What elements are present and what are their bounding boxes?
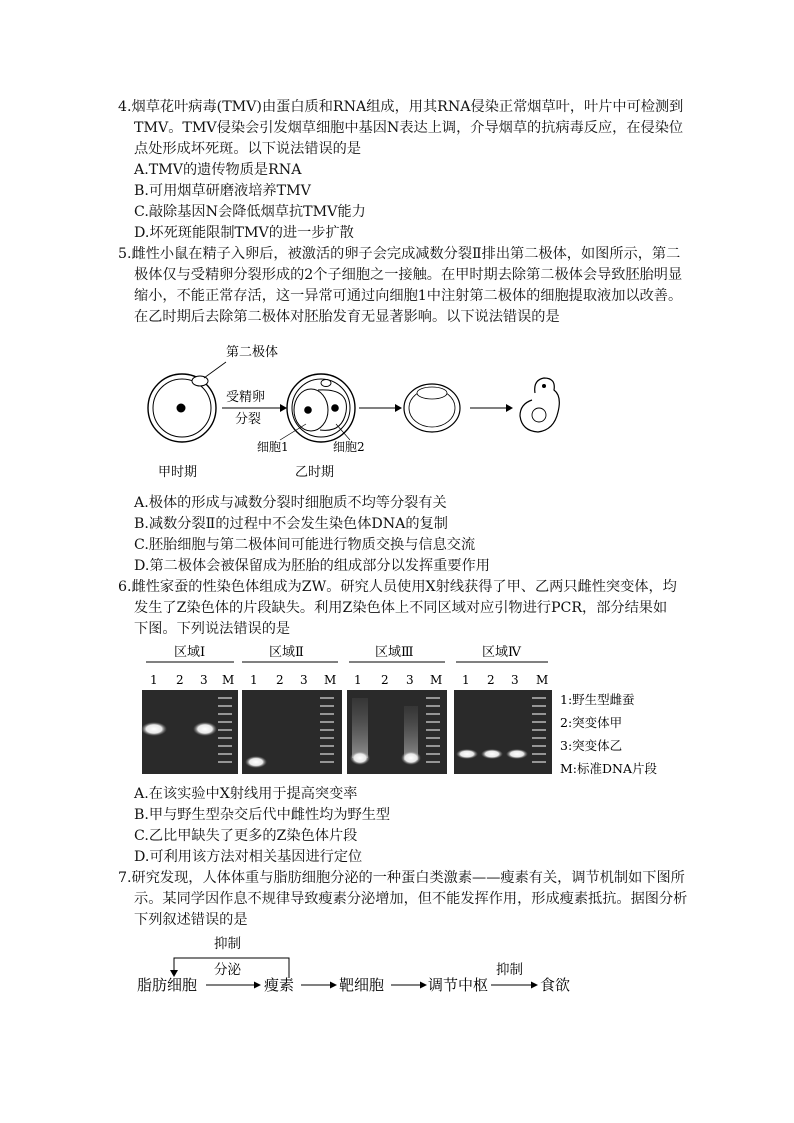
inhibit-right-label: 抑制 (496, 962, 523, 978)
band-r1-lane3 (193, 722, 217, 736)
region-1-lane-labels (150, 673, 234, 687)
fetus-drawing (520, 378, 559, 432)
q6-line-1: 6.雌性家蚕的性染色体组成为ZW。研究人员使用X射线获得了甲、乙两只雌性突变体，均 (118, 579, 677, 595)
band-r3-lane1 (350, 751, 370, 765)
r3-lane-1: 1 (354, 673, 362, 687)
center-to-appetite-arrowhead (531, 982, 538, 989)
q5-option-b[interactable]: B.减数分裂Ⅱ的过程中不会发生染色体DNA的复制 (134, 516, 448, 532)
legend-2: 2:突变体甲 (560, 715, 623, 730)
polar-body-leader-line (204, 362, 226, 378)
q5-option-a[interactable]: A.极体的形成与减数分裂时细胞质不均等分裂有关 (134, 495, 447, 511)
r1-lane-2: 2 (176, 673, 184, 687)
q4-line-2: TMV。TMV侵染会引发烟草细胞中基因N表达上调，介导烟草的抗病毒反应，在侵染位 (134, 120, 684, 136)
region-3-label: 区域Ⅲ (375, 645, 414, 660)
band-r4-lane3 (506, 749, 528, 759)
division-label: 分裂 (235, 412, 262, 427)
q6-line-3: 下图。下列说法错误的是 (134, 621, 291, 637)
r2-lane-m: M (324, 673, 337, 687)
embryo-diagram (140, 338, 580, 480)
r4-lane-2: 2 (487, 673, 495, 687)
development-arrowhead-1 (395, 404, 402, 412)
q4-option-a[interactable]: A.TMV的遗传物质是RNA (134, 162, 302, 178)
r1-lane-3: 3 (200, 673, 208, 687)
band-r3-lane3 (401, 751, 421, 765)
stage-b-label: 乙时期 (295, 465, 335, 480)
question-7 (118, 868, 688, 931)
cell2-label: 细胞2 (333, 440, 365, 454)
development-arrowhead-2 (506, 404, 513, 412)
leptin-to-target-arrowhead (330, 982, 337, 989)
polar-body-label: 第二极体 (226, 345, 279, 360)
r3-lane-3: 3 (406, 673, 414, 687)
q6-option-a[interactable]: A.在该实验中X射线用于提高突变率 (134, 786, 358, 802)
gel-legend (560, 692, 657, 776)
q5-line-4: 在乙时期后去除第二极体对胚胎发育无显著影响。以下说法错误的是 (134, 309, 560, 325)
stage-b-embryo (287, 374, 355, 442)
q6-line-2: 发生了Z染色体的片段缺失。利用Z染色体上不同区域对应引物进行PCR，部分结果如 (134, 600, 668, 616)
pcr-gel-figure (138, 640, 678, 780)
regulation-center-node: 调节中枢 (428, 976, 489, 994)
r4-lane-1: 1 (462, 673, 470, 687)
leptin-node: 瘦素 (264, 976, 295, 994)
legend-3: 3:突变体乙 (560, 738, 623, 753)
r2-lane-1: 1 (250, 673, 258, 687)
region-1-label: 区域Ⅰ (174, 645, 206, 660)
cell1-label: 细胞1 (257, 440, 289, 454)
target-cell-node: 靶细胞 (339, 976, 385, 994)
r4-lane-3: 3 (511, 673, 519, 687)
secrete-label: 分泌 (214, 962, 241, 978)
q5-line-3: 缩小，不能正常存活，这一异常可通过向细胞1中注射第二极体的细胞提取液加以改善。 (134, 288, 683, 304)
legend-m: M:标准DNA片段 (560, 761, 657, 776)
fertilized-egg-label: 受精卵 (226, 390, 266, 405)
region-4-label: 区域Ⅳ (482, 645, 521, 660)
q4-line-3: 点处形成坏死斑。以下说法错误的是 (134, 141, 362, 157)
band-r4-lane2 (481, 749, 503, 759)
division-arrowhead (280, 404, 287, 412)
r3-lane-m: M (430, 673, 443, 687)
r1-lane-1: 1 (150, 673, 158, 687)
region-2-label: 区域Ⅱ (269, 645, 304, 660)
q4-option-d[interactable]: D.坏死斑能限制TMV的进一步扩散 (134, 225, 354, 241)
q5-line-2: 极体仅与受精卵分裂形成的2个子细胞之一接触。在甲时期去除第二极体会导致胚胎明显 (134, 267, 683, 283)
q5-option-d[interactable]: D.第二极体会被保留成为胚胎的组成部分以发挥重要作用 (134, 558, 490, 574)
smear-r3-lane1 (352, 698, 368, 758)
q6-option-d[interactable]: D.可利用该方法对相关基因进行定位 (134, 849, 363, 865)
q7-line-1: 7.研究发现，人体体重与脂肪细胞分泌的一种蛋白类激素——瘦素有关，调节机制如下图所 (118, 870, 685, 886)
question-6 (118, 577, 688, 640)
q5-option-c[interactable]: C.胚胎细胞与第二极体间可能进行物质交换与信息交流 (134, 537, 476, 553)
q6-option-c[interactable]: C.乙比甲缺失了更多的Z染色体片段 (134, 828, 358, 844)
appetite-node: 食欲 (540, 976, 571, 994)
band-r2-lane1 (245, 756, 267, 768)
blastocyst (404, 384, 460, 432)
secrete-arrowhead (254, 982, 261, 989)
band-r1-lane1 (141, 722, 167, 736)
question-5 (118, 244, 688, 328)
q6-option-b[interactable]: B.甲与野生型杂交后代中雌性均为野生型 (134, 807, 391, 823)
inhibit-top-label: 抑制 (214, 936, 241, 952)
legend-1: 1:野生型雌蚕 (560, 692, 635, 707)
r1-lane-m: M (222, 673, 235, 687)
q5-line-1: 5.雌性小鼠在精子入卵后，被激活的卵子会完成减数分裂Ⅱ排出第二极体，如图所示，第二 (118, 246, 681, 262)
region-2-lane-labels (250, 673, 336, 687)
region-4-lane-labels (462, 673, 548, 687)
question-4 (118, 97, 688, 160)
q4-option-c[interactable]: C.敲除基因N会降低烟草抗TMV能力 (134, 204, 366, 220)
fat-cell-node: 脂肪细胞 (137, 976, 198, 994)
leptin-flow-diagram (134, 934, 574, 998)
target-to-center-arrowhead (420, 982, 427, 989)
region-3-lane-labels (354, 673, 442, 687)
q7-line-2: 示。某同学因作息不规律导致瘦素分泌增加，但不能发挥作用，形成瘦素抵抗。据图分析 (134, 891, 688, 907)
band-r4-lane1 (456, 749, 478, 759)
q4-line-1: 4.烟草花叶病毒(TMV)由蛋白质和RNA组成，用其RNA侵染正常烟草叶，叶片中可检测到 (118, 99, 684, 115)
r4-lane-m: M (536, 673, 549, 687)
q7-line-3: 下列叙述错误的是 (134, 912, 248, 928)
r2-lane-3: 3 (300, 673, 308, 687)
stage-a-egg (148, 374, 216, 442)
stage-a-label: 甲时期 (158, 465, 198, 480)
r3-lane-2: 2 (381, 673, 389, 687)
r2-lane-2: 2 (276, 673, 284, 687)
q4-option-b[interactable]: B.可用烟草研磨液培养TMV (134, 183, 311, 199)
